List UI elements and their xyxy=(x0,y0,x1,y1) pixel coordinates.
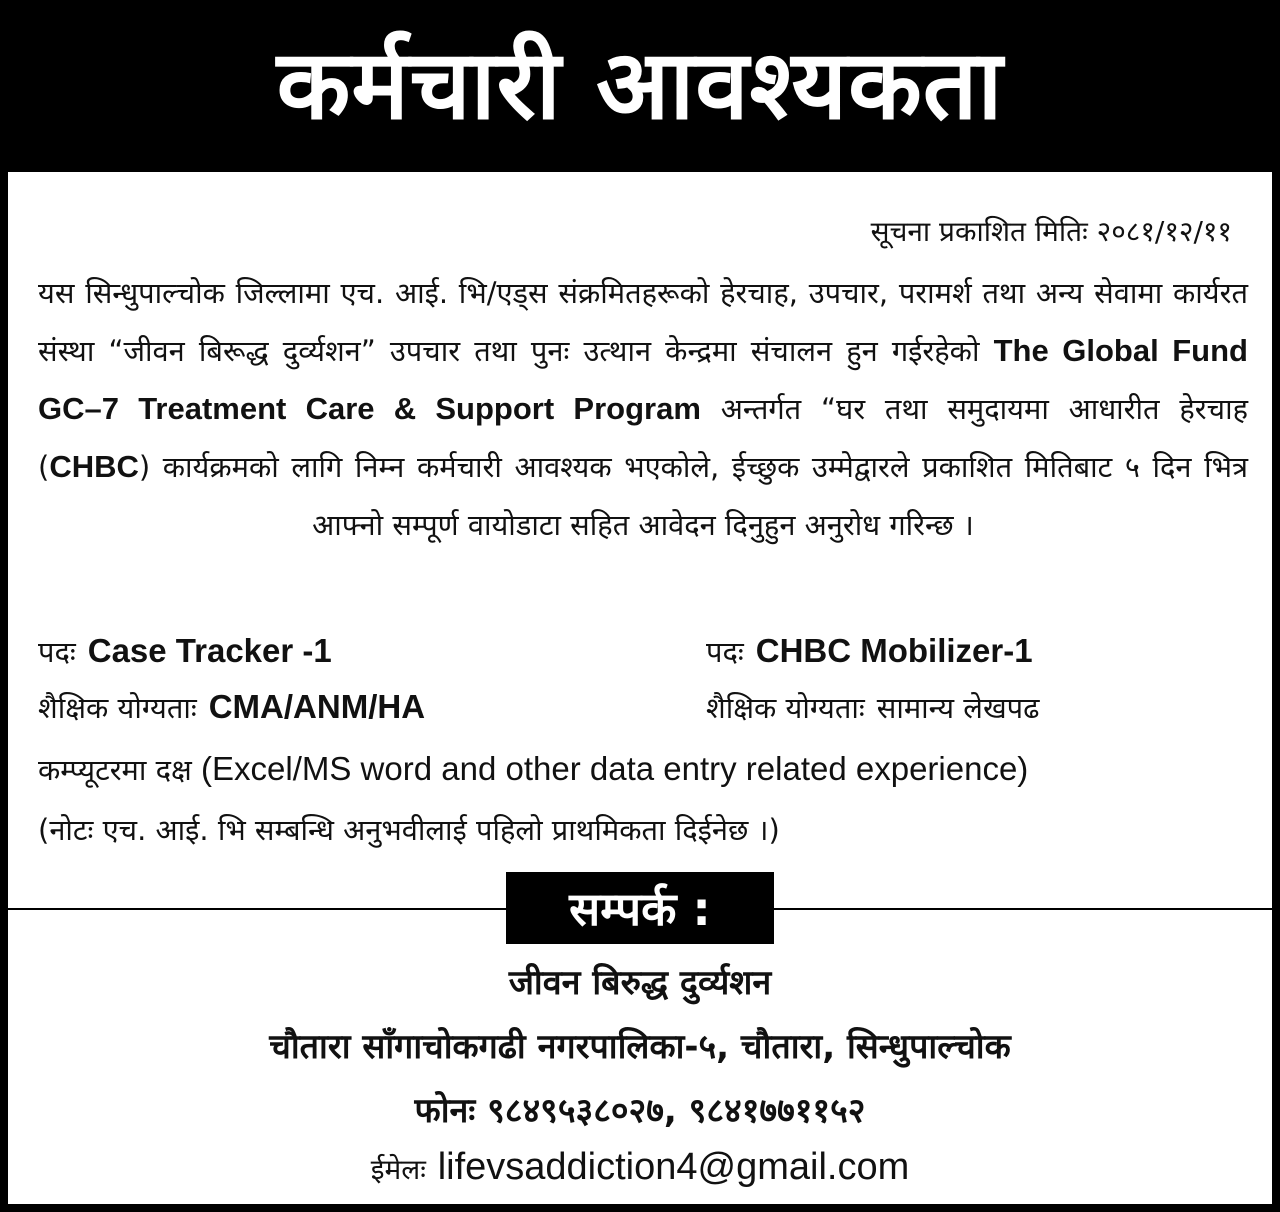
computer-skill-detail: (Excel/MS word and other data entry related experience) xyxy=(201,750,1029,787)
position-1-qualification xyxy=(38,688,425,727)
computer-skill-requirement xyxy=(38,750,1253,789)
notice-paragraph xyxy=(38,264,1248,554)
position-2-qualification xyxy=(706,688,1039,727)
computer-skill-label: कम्प्यूटरमा दक्ष xyxy=(38,753,192,787)
notice-header xyxy=(0,0,1280,170)
email-address: lifevsaddiction4@gmail.com xyxy=(437,1146,910,1188)
qualification-value: सामान्य लेखपढ xyxy=(876,691,1040,725)
post-label: पदः xyxy=(706,635,744,669)
paragraph-text-2: अन्तर्गत “घर तथा समुदायमा आधारीत हेरचाह ( xyxy=(38,392,1248,484)
page-title: कर्मचारी आवश्यकता xyxy=(276,29,1004,141)
post-value: CHBC Mobilizer-1 xyxy=(755,632,1033,669)
priority-note: (नोटः एच. आई. भि सम्बन्धि अनुभवीलाई पहिलो प्राथमिकता दिईनेछ ।) xyxy=(38,813,780,847)
chbc-acronym: CHBC xyxy=(49,449,139,484)
email-label: ईमेलः xyxy=(370,1153,426,1186)
contact-organization: जीवन बिरुद्ध दुर्व्यशन xyxy=(508,963,772,1003)
paragraph-text-3: ) कार्यक्रमको लागि निम्न कर्मचारी आवश्यक भएकोले, ईच्छुक उम्मेद्वारले प्रकाशित मितिबाट ५ दिन भित्र आफ्नो सम्पूर्ण वायोडाटा सहित आवेदन दिनुहुन अनुरोध गरिन्छ । xyxy=(138,450,1248,542)
contact-heading: सम्पर्क : xyxy=(506,872,774,944)
notice-body xyxy=(8,172,1272,908)
post-label: पदः xyxy=(38,635,76,669)
qualification-value: CMA/ANM/HA xyxy=(208,688,426,725)
contact-email-line xyxy=(8,1146,1272,1189)
qualification-label: शैक्षिक योग्यताः xyxy=(38,691,197,725)
program-name: The Global Fund GC–7 Treatment Care & Support Program xyxy=(38,333,1248,426)
post-value: Case Tracker -1 xyxy=(87,632,332,669)
qualification-label: शैक्षिक योग्यताः xyxy=(706,691,865,725)
paragraph-text-1: यस सिन्धुपाल्चोक जिल्लामा एच. आई. भि/एड्स संक्रमितहरूको हेरचाह, उपचार, परामर्श तथा अन्य सेवामा कार्यरत संस्था “जीवन बिरूद्ध दुर्व्यशन” उपचार तथा पुनः उत्थान केन्द्रमा संचालन हुन गईरहेको xyxy=(38,276,1248,368)
contact-section xyxy=(8,882,1272,1204)
contact-address: चौतारा साँगाचोकगढी नगरपालिका-५, चौतारा, सिन्धुपाल्चोक xyxy=(269,1027,1011,1067)
published-date: सूचना प्रकाशित मितिः २०८१/१२/११ xyxy=(870,215,1232,248)
position-1-post xyxy=(38,632,332,671)
contact-phone: फोनः ९८४९५३८०२७, ९८४१७७११५२ xyxy=(414,1091,866,1131)
position-2-post xyxy=(706,632,1033,671)
